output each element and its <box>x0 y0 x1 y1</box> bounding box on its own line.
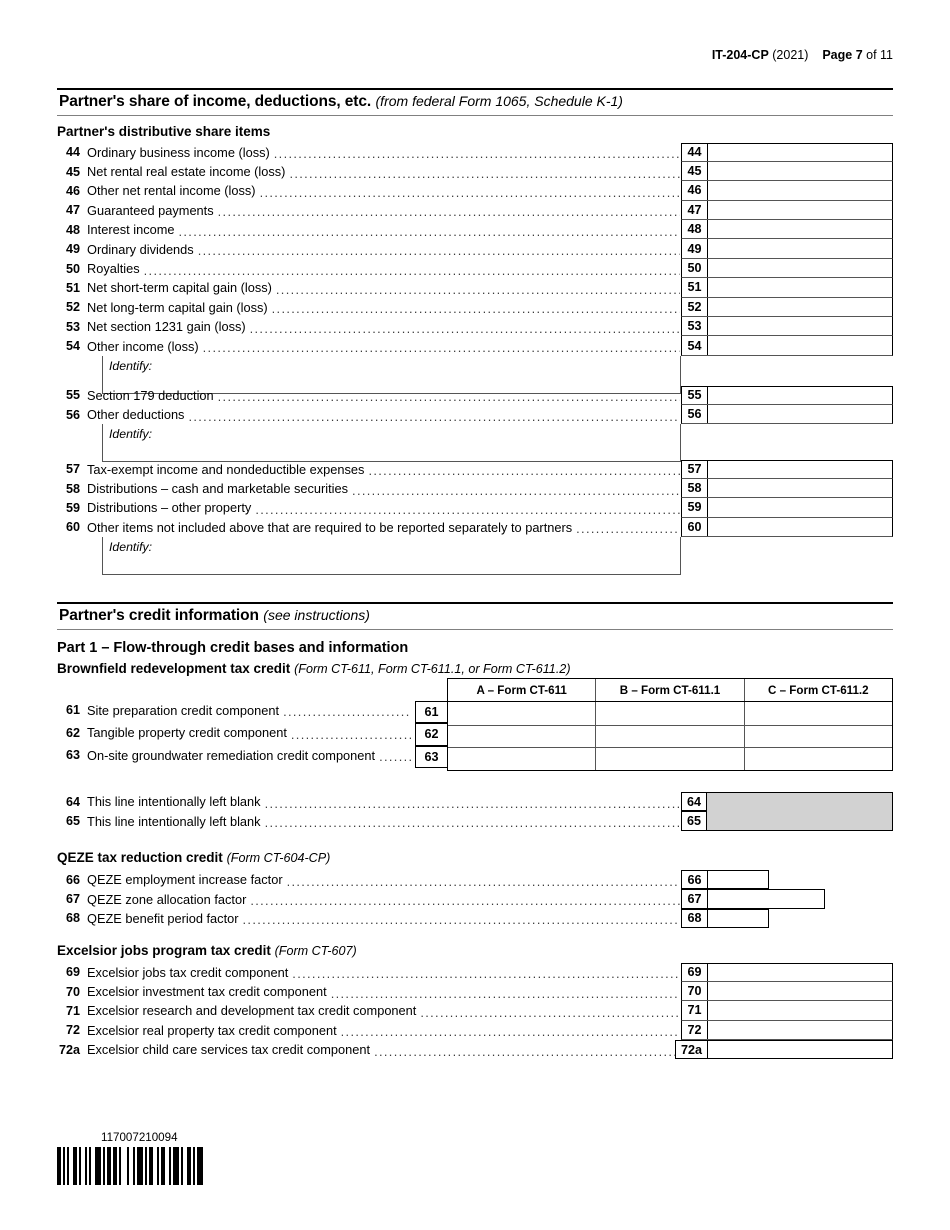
excelsior-heading-text: Excelsior jobs program tax credit <box>57 943 271 958</box>
line-number: 55 <box>65 388 80 403</box>
line-label: Excelsior jobs tax credit component <box>87 964 289 980</box>
entry-field-67[interactable] <box>708 890 824 907</box>
intentionally-blank-shaded-block <box>681 792 893 831</box>
excelsior-heading <box>57 943 357 958</box>
credit-section-title: Partner's credit information <box>59 607 259 624</box>
entry-box-number: 56 <box>682 405 708 423</box>
line-number: 72 <box>65 1023 80 1038</box>
line-number: 69 <box>65 965 80 980</box>
qeze-heading-text: QEZE tax reduction credit <box>57 850 223 865</box>
entry-row-51 <box>681 278 893 297</box>
entry-field-57[interactable] <box>708 461 892 478</box>
dot-leader <box>250 321 680 333</box>
entry-box-number: 48 <box>682 220 708 238</box>
line-number: 59 <box>65 500 80 515</box>
form-line-49 <box>60 240 684 259</box>
line-number: 52 <box>65 300 80 315</box>
dot-leader <box>283 704 411 716</box>
entry-row-47 <box>681 201 893 220</box>
form-line-55 <box>60 386 684 405</box>
entry-box-number-63: 63 <box>415 746 448 769</box>
form-line-63 <box>60 746 415 765</box>
entry-box-number: 55 <box>682 387 708 404</box>
entry-field-63b[interactable] <box>595 748 743 770</box>
line-label: Net section 1231 gain (loss) <box>87 319 246 335</box>
form-line-45 <box>60 162 684 181</box>
line-number: 60 <box>65 520 80 535</box>
entry-box-number: 44 <box>682 144 708 161</box>
form-year: (2021) <box>772 48 809 62</box>
entry-box-number: 66 <box>682 871 708 888</box>
dot-leader <box>287 874 680 886</box>
brownfield-header-row <box>448 679 892 702</box>
form-line-72 <box>60 1021 684 1040</box>
entry-field-61c[interactable] <box>744 702 892 725</box>
form-line-57 <box>60 460 684 479</box>
entry-box-number: 53 <box>682 317 708 335</box>
form-line-51 <box>60 278 684 297</box>
line-label: Ordinary dividends <box>87 241 194 257</box>
line-label: Royalties <box>87 261 140 277</box>
dot-leader <box>291 727 411 739</box>
line-label: Excelsior investment tax credit component <box>87 984 327 1000</box>
line-label: Other items not included above that are required to be reported separately to partners <box>87 519 573 535</box>
entry-field-71[interactable] <box>708 1001 892 1019</box>
entry-row-50 <box>681 259 893 278</box>
line-number: 64 <box>65 794 80 809</box>
form-id: IT-204-CP <box>711 48 769 62</box>
dot-leader <box>292 966 680 978</box>
form-line-66 <box>60 870 684 889</box>
line-number: 57 <box>65 462 80 477</box>
entry-field-72[interactable] <box>708 1021 892 1039</box>
page-header <box>712 48 893 62</box>
form-line-58 <box>60 479 684 498</box>
income-section-note: (from federal Form 1065, Schedule K-1) <box>375 93 623 109</box>
line-number: 49 <box>65 242 80 257</box>
entry-box-column-57-60 <box>681 460 893 538</box>
entry-field-72a[interactable] <box>708 1041 892 1058</box>
line-label: Other net rental income (loss) <box>87 183 256 199</box>
entry-row-45 <box>681 162 893 181</box>
line-label: Site preparation credit component <box>87 702 280 718</box>
line-label: QEZE zone allocation factor <box>87 891 247 907</box>
line-label: Distributions – other property <box>87 500 252 516</box>
entry-field-45[interactable] <box>708 162 892 180</box>
entry-box-column-55-56 <box>681 386 893 425</box>
entry-box-68 <box>681 909 769 928</box>
line-label: Distributions – cash and marketable securities <box>87 481 349 497</box>
form-line-71 <box>60 1001 684 1020</box>
identify-box-56[interactable] <box>102 424 681 462</box>
form-line-54 <box>60 337 684 356</box>
entry-field-61b[interactable] <box>595 702 743 725</box>
entry-field-52[interactable] <box>708 298 892 316</box>
dot-leader <box>243 912 680 924</box>
line-label: This line intentionally left blank <box>87 813 261 829</box>
dot-leader <box>250 893 680 905</box>
form-line-70 <box>60 982 684 1001</box>
entry-box-number-65: 65 <box>681 811 707 830</box>
entry-field-56[interactable] <box>708 405 892 423</box>
line-label: Tangible property credit component <box>87 725 287 741</box>
entry-box-number: 47 <box>682 201 708 219</box>
entry-box-number-64: 64 <box>681 792 707 811</box>
dot-leader <box>198 243 680 255</box>
entry-field-68[interactable] <box>708 910 768 927</box>
line-number: 46 <box>65 183 80 198</box>
form-line-69 <box>60 963 684 982</box>
entry-field-44[interactable] <box>708 144 892 161</box>
entry-field-46[interactable] <box>708 181 892 199</box>
line-number: 51 <box>65 280 80 295</box>
entry-box-number: 50 <box>682 259 708 277</box>
entry-field-59[interactable] <box>708 498 892 516</box>
entry-row-60 <box>681 518 893 537</box>
entry-box-number: 52 <box>682 298 708 316</box>
line-number: 66 <box>65 872 80 887</box>
line-number: 63 <box>65 748 80 763</box>
entry-row-44 <box>681 143 893 162</box>
form-line-52 <box>60 298 684 317</box>
barcode-image <box>57 1147 203 1185</box>
entry-field-60[interactable] <box>708 518 892 536</box>
entry-box-number: 49 <box>682 239 708 257</box>
line-label: Tax-exempt income and nondeductible expenses <box>87 461 365 477</box>
identify-label: Identify: <box>109 358 153 373</box>
dot-leader <box>274 146 680 158</box>
entry-box-column-69-72 <box>681 963 893 1041</box>
line-number: 53 <box>65 319 80 334</box>
entry-row-59 <box>681 498 893 517</box>
entry-row-48 <box>681 220 893 239</box>
line-label: Other income (loss) <box>87 338 199 354</box>
line-label: Excelsior research and development tax credit component <box>87 1003 417 1019</box>
entry-box-number: 71 <box>682 1001 708 1019</box>
entry-box-number: 67 <box>682 890 708 907</box>
dot-leader <box>331 986 680 998</box>
entry-field-63c[interactable] <box>744 748 892 770</box>
line-label: This line intentionally left blank <box>87 794 261 810</box>
credit-section-note: (see instructions) <box>263 607 370 623</box>
line-label: QEZE benefit period factor <box>87 910 239 926</box>
entry-row-69 <box>681 963 893 982</box>
line-label: Other deductions <box>87 407 185 423</box>
dot-leader <box>374 1044 680 1056</box>
entry-box-number: 68 <box>682 910 708 927</box>
entry-box-number: 45 <box>682 162 708 180</box>
entry-box-number: 70 <box>682 982 708 1000</box>
dot-leader <box>368 463 680 475</box>
dot-leader <box>289 166 680 178</box>
line-number: 68 <box>65 911 80 926</box>
entry-field-69[interactable] <box>708 964 892 981</box>
entry-row-52 <box>681 298 893 317</box>
line-label: Section 179 deduction <box>87 387 214 403</box>
brownfield-heading-note: (Form CT-611, Form CT-611.1, or Form CT-611.2) <box>294 662 571 676</box>
entry-field-63a[interactable] <box>448 748 595 770</box>
entry-field-47[interactable] <box>708 201 892 219</box>
form-line-64 <box>60 792 684 811</box>
excelsior-heading-note: (Form CT-607) <box>274 944 357 958</box>
entry-row-70 <box>681 982 893 1001</box>
form-line-56 <box>60 405 684 424</box>
entry-box-number: 72 <box>682 1021 708 1039</box>
line-label: On-site groundwater remediation credit component <box>87 747 376 763</box>
form-line-72a <box>54 1040 684 1059</box>
line-number: 47 <box>65 203 80 218</box>
entry-row-71 <box>681 1001 893 1020</box>
part1-heading: Part 1 – Flow-through credit bases and information <box>57 640 409 656</box>
entry-row-49 <box>681 239 893 258</box>
entry-box-number: 51 <box>682 278 708 296</box>
income-section-banner <box>57 88 893 116</box>
line-number: 56 <box>65 407 80 422</box>
dot-leader <box>272 301 680 313</box>
dot-leader <box>276 282 680 294</box>
line-number: 65 <box>65 814 80 829</box>
form-line-46 <box>60 181 684 200</box>
form-line-67 <box>60 889 684 908</box>
entry-field-62b[interactable] <box>595 726 743 748</box>
brownfield-row-61 <box>448 702 892 725</box>
qeze-heading-note: (Form CT-604-CP) <box>226 851 331 865</box>
identify-label: Identify: <box>109 540 153 555</box>
entry-field-66[interactable] <box>708 871 768 888</box>
dot-leader <box>352 483 680 495</box>
line-number: 45 <box>65 164 80 179</box>
entry-box-number: 59 <box>682 498 708 516</box>
dot-leader <box>260 185 680 197</box>
line-number: 44 <box>65 145 80 160</box>
form-line-62 <box>60 723 415 742</box>
entry-field-58[interactable] <box>708 479 892 497</box>
dot-leader <box>379 749 411 761</box>
dot-leader <box>255 502 680 514</box>
form-line-60 <box>60 518 684 537</box>
entry-box-number: 54 <box>682 336 708 354</box>
form-line-65 <box>60 811 684 830</box>
line-number: 62 <box>65 725 80 740</box>
page-of: of 11 <box>866 48 893 62</box>
credit-section-banner <box>57 602 893 630</box>
identify-box-60[interactable] <box>102 537 681 575</box>
page-label: Page <box>822 48 853 62</box>
entry-row-46 <box>681 181 893 200</box>
form-line-50 <box>60 259 684 278</box>
line-number: 50 <box>65 261 80 276</box>
entry-row-58 <box>681 479 893 498</box>
entry-box-number: 46 <box>682 181 708 199</box>
brownfield-column-header-a: A – Form CT-611 <box>476 683 567 697</box>
brownfield-column-header-c: C – Form CT-611.2 <box>744 679 892 701</box>
dot-leader <box>203 340 680 352</box>
line-label: QEZE employment increase factor <box>87 872 283 888</box>
form-line-59 <box>60 498 684 517</box>
entry-field-49[interactable] <box>708 239 892 257</box>
brownfield-column-header-b: B – Form CT-611.1 <box>595 679 743 701</box>
brownfield-table <box>447 678 893 771</box>
form-line-68 <box>60 909 684 928</box>
line-number: 61 <box>65 703 80 718</box>
entry-field-55[interactable] <box>708 387 892 404</box>
entry-field-62a[interactable] <box>448 726 595 748</box>
entry-box-67 <box>681 889 825 908</box>
entry-box-number: 69 <box>682 964 708 981</box>
line-number: 48 <box>65 222 80 237</box>
dot-leader <box>341 1024 680 1036</box>
line-label: Excelsior real property tax credit component <box>87 1022 337 1038</box>
entry-box-72a <box>675 1040 893 1059</box>
entry-row-53 <box>681 317 893 336</box>
dot-leader <box>420 1005 680 1017</box>
form-line-48 <box>60 220 684 239</box>
entry-box-number-62: 62 <box>415 723 448 746</box>
brownfield-heading <box>57 661 571 676</box>
income-section-title: Partner's share of income, deductions, etc. <box>59 93 372 110</box>
line-number: 54 <box>65 339 80 354</box>
entry-row-55 <box>681 386 893 405</box>
entry-box-66 <box>681 870 769 889</box>
entry-row-56 <box>681 405 893 424</box>
form-line-61 <box>60 701 415 720</box>
brownfield-heading-text: Brownfield redevelopment tax credit <box>57 661 291 676</box>
entry-box-column-44-54 <box>681 143 893 356</box>
form-line-44 <box>60 143 684 162</box>
dot-leader <box>265 796 680 808</box>
brownfield-row-63 <box>448 747 892 770</box>
qeze-heading <box>57 850 330 865</box>
dot-leader <box>179 224 681 236</box>
distributive-share-subhead: Partner's distributive share items <box>57 124 271 139</box>
line-label: Net short-term capital gain (loss) <box>87 280 272 296</box>
identify-label: Identify: <box>109 427 153 442</box>
brownfield-row-62 <box>448 725 892 748</box>
dot-leader <box>144 263 680 275</box>
entry-row-72 <box>681 1021 893 1040</box>
entry-field-54[interactable] <box>708 336 892 354</box>
dot-leader <box>218 389 680 401</box>
dot-leader <box>188 409 680 421</box>
entry-box-number-61: 61 <box>415 701 448 724</box>
line-label: Net rental real estate income (loss) <box>87 164 286 180</box>
entry-field-48[interactable] <box>708 220 892 238</box>
line-number: 70 <box>65 984 80 999</box>
dot-leader <box>576 521 680 533</box>
dot-leader <box>265 815 680 827</box>
entry-box-number: 57 <box>682 461 708 478</box>
entry-box-number: 72a <box>676 1041 708 1058</box>
line-number: 67 <box>65 892 80 907</box>
line-number: 72a <box>58 1042 80 1057</box>
entry-field-50[interactable] <box>708 259 892 277</box>
line-label: Excelsior child care services tax credit component <box>87 1042 371 1058</box>
line-label: Interest income <box>87 222 175 238</box>
line-label: Ordinary business income (loss) <box>87 144 270 160</box>
form-line-53 <box>60 317 684 336</box>
entry-box-number: 58 <box>682 479 708 497</box>
line-label: Net long-term capital gain (loss) <box>87 299 268 315</box>
entry-field-70[interactable] <box>708 982 892 1000</box>
line-number: 71 <box>65 1003 80 1018</box>
barcode-area <box>57 1131 203 1185</box>
entry-row-57 <box>681 460 893 479</box>
form-line-47 <box>60 201 684 220</box>
entry-field-61a[interactable] <box>448 702 595 725</box>
page-number: 7 <box>855 48 863 62</box>
entry-field-62c[interactable] <box>744 726 892 748</box>
entry-field-53[interactable] <box>708 317 892 335</box>
barcode-number: 117007210094 <box>101 1131 178 1144</box>
dot-leader <box>218 204 680 216</box>
entry-box-number: 60 <box>682 518 708 536</box>
line-number: 58 <box>65 481 80 496</box>
line-label: Guaranteed payments <box>87 202 214 218</box>
entry-row-54 <box>681 336 893 355</box>
entry-field-51[interactable] <box>708 278 892 296</box>
